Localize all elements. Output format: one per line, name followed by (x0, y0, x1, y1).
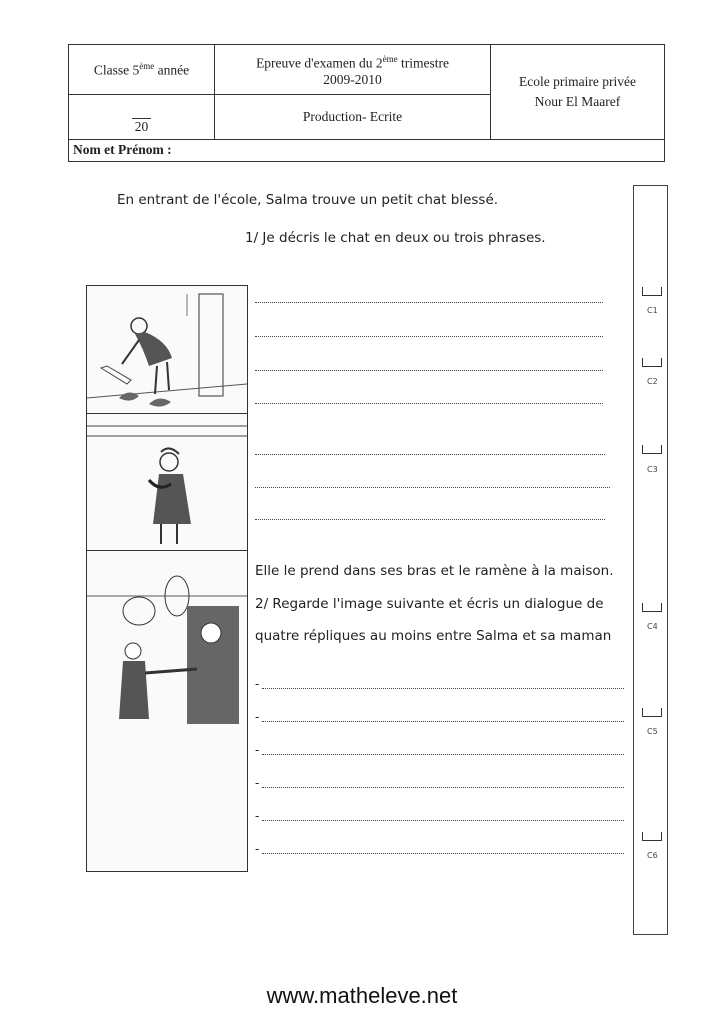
dialogue-dash: - (255, 809, 260, 823)
dialogue-dash: - (255, 776, 260, 790)
dialogue-dash: - (255, 677, 260, 691)
criterion-label: C6 (647, 851, 658, 860)
dialogue-line[interactable] (262, 787, 624, 788)
criterion-checkbox[interactable] (642, 603, 662, 612)
header-table (68, 44, 665, 162)
criterion-label: C1 (647, 306, 658, 315)
criterion-checkbox[interactable] (642, 708, 662, 717)
question-1: 1/ Je décris le chat en deux ou trois phrases. (245, 230, 546, 246)
dialogue-line[interactable] (262, 754, 624, 755)
illustration-girl-finds-cat (86, 285, 248, 415)
dialogue-line[interactable] (262, 820, 624, 821)
answer-line[interactable] (255, 487, 610, 488)
classe-sup: ème (139, 60, 155, 71)
answer-line[interactable] (255, 336, 603, 337)
answer-line[interactable] (255, 302, 603, 303)
classe-text: Classe 5 (93, 62, 140, 78)
subject-cell (215, 95, 491, 139)
nom-prenom-label: Nom et Prénom : (73, 142, 172, 158)
dialogue-dash: - (255, 710, 260, 724)
illustration-dialogue-salma-mother (86, 550, 248, 872)
epreuve-suffix: trimestre (397, 55, 449, 71)
footer-url[interactable]: www.matheleve.net (266, 983, 458, 1008)
answer-line[interactable] (255, 519, 605, 520)
illustration-girl-holds-cat (86, 413, 248, 552)
score-cell (69, 95, 215, 139)
criterion-label: C2 (647, 377, 658, 386)
classe-cell (69, 45, 215, 95)
intro-text: En entrant de l'école, Salma trouve un petit chat blessé. (117, 192, 499, 208)
question-2-line1: 2/ Regarde l'image suivante et écris un dialogue de (255, 596, 604, 612)
year-text: 2009-2010 (323, 72, 382, 88)
criterion-checkbox[interactable] (642, 358, 662, 367)
dialogue-dash: - (255, 743, 260, 757)
answer-line[interactable] (255, 454, 605, 455)
criterion-label: C4 (647, 622, 658, 631)
question-2-line2: quatre répliques au moins entre Salma et sa maman (255, 628, 612, 644)
answer-line[interactable] (255, 370, 603, 371)
criterion-checkbox[interactable] (642, 287, 662, 296)
ecole-name-line1: Ecole primaire privée (519, 73, 636, 89)
criterion-checkbox[interactable] (642, 832, 662, 841)
criterion-checkbox[interactable] (642, 445, 662, 454)
criteria-margin (633, 185, 668, 935)
subject-text: Production- Ecrite (302, 109, 403, 125)
epreuve-sup: ème (382, 53, 398, 64)
criterion-label: C5 (647, 727, 658, 736)
epreuve-text: Epreuve d'examen du 2 (256, 55, 383, 71)
nom-prenom-field (69, 139, 665, 161)
answer-line[interactable] (255, 403, 603, 404)
ecole-cell (491, 45, 665, 140)
dialogue-line[interactable] (262, 853, 624, 854)
score-total: 20 (132, 118, 152, 135)
dialogue-line[interactable] (262, 721, 624, 722)
epreuve-cell (215, 45, 491, 95)
dialogue-dash: - (255, 842, 260, 856)
criterion-label: C3 (647, 465, 658, 474)
dialogue-line[interactable] (262, 688, 624, 689)
classe-suffix: année (154, 62, 190, 78)
ecole-name-line2: Nour El Maaref (534, 93, 621, 109)
story-sentence: Elle le prend dans ses bras et le ramène à la maison. (255, 563, 614, 579)
